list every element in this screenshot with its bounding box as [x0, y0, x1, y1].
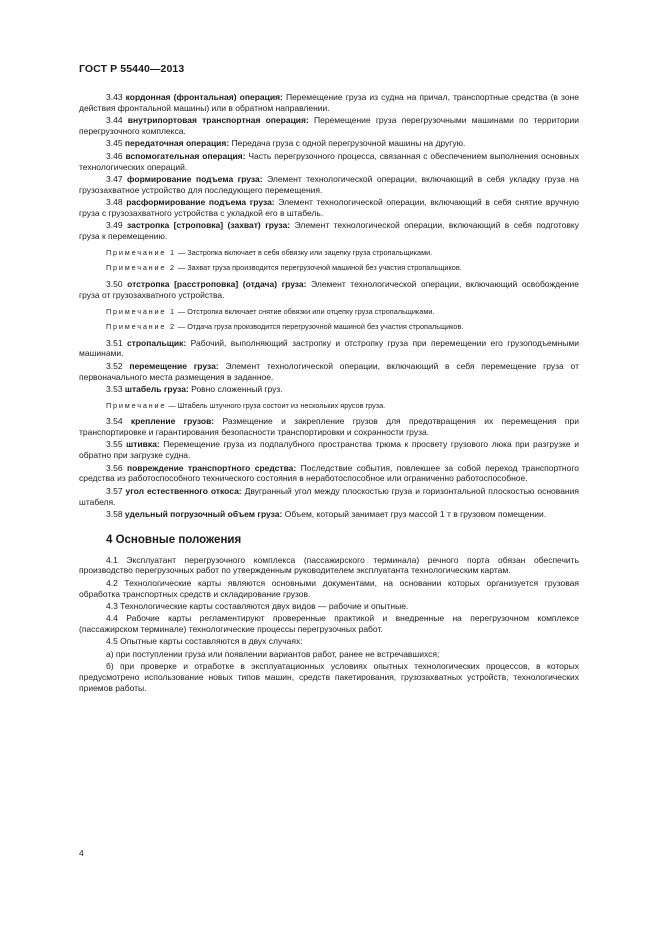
- paragraph-4-3: 4.3 Технологические карты составляются двух видов — рабочие и опытные.: [106, 600, 409, 611]
- term-name: штивка:: [126, 439, 160, 450]
- term-definition: Рабочий, выполняющий застропку и отстропку груза при перемещении его грузоподъемными машинами.: [79, 337, 579, 359]
- term-number: 3.43: [106, 92, 123, 102]
- term-3-55: [79, 439, 579, 461]
- term-3-57: [79, 486, 579, 508]
- standard-header: ГОСТ Р 55440—2013: [79, 63, 185, 75]
- section-4-title: 4 Основные положения: [106, 533, 242, 546]
- term-definition: Элемент технологической операции, включающий в себя укладку груза на грузозахватное устройство для последующего перемещения.: [79, 173, 580, 195]
- term-3-48: [79, 197, 579, 219]
- term-number: 3.44: [106, 115, 123, 126]
- term-name: угол естественного откоса:: [125, 485, 242, 496]
- term-number: 3.49: [106, 220, 123, 231]
- term-name: внутрипортовая транспортная операция:: [127, 115, 309, 126]
- term-name: формирование подъема груза:: [127, 173, 263, 184]
- term-number: 3.54: [106, 416, 123, 427]
- note-3-49-1: [79, 248, 579, 258]
- term-3-52: [79, 361, 579, 383]
- term-definition: Перемещение груза из судна на причал, транспортные средства (в зоне действия фронтальной машины) или в обратном направлении.: [79, 92, 579, 113]
- term-name: перемещение груза:: [129, 360, 219, 371]
- note-3-53: [79, 401, 579, 411]
- term-name: повреждение транспортного средства:: [126, 462, 297, 473]
- term-number: 3.57: [106, 485, 123, 496]
- paragraph-4-4: 4.4 Рабочие карты регламентируют проверенные практикой и внедренные на перегрузочном комплексе (пассажирском терминале) технологические процессы перегрузочных работ.: [79, 613, 579, 635]
- term-definition: Объем, который занимает груз массой 1 т в грузовом помещении.: [282, 508, 547, 519]
- term-definition: Элемент технологической операции, включающий освобождение груза от грузозахватного устройства.: [79, 278, 579, 300]
- term-number: 3.52: [106, 360, 123, 371]
- note-label: Примечание 1: [106, 247, 176, 257]
- term-definition: Часть перегрузочного процесса, связанная с обеспечением выполнения основных технологических операций.: [79, 150, 579, 172]
- term-definition: Последствие события, повлекшее за собой переход транспортного средства из работоспособного технического состояния в неработоспособное или ограниченно работоспособное.: [79, 462, 579, 484]
- term-name: застропка [строповка] (захват) груза:: [126, 220, 291, 231]
- term-number: 3.55: [106, 439, 123, 450]
- term-3-54: [79, 416, 579, 438]
- term-definition: Ровно сложенный груз.: [188, 383, 283, 394]
- paragraph-4-2: 4.2 Технологические карты являются основными документами, на основании которых организуется грузовая обработка транспортных средств и складирование грузов.: [79, 577, 579, 599]
- note-3-49-2: [79, 263, 579, 273]
- term-number: 3.58: [106, 508, 123, 519]
- term-name: вспомогательная операция:: [125, 150, 246, 161]
- term-3-53: [79, 384, 579, 395]
- note-text: — Штабель штучного груза состоит из нескольких ярусов груза.: [166, 400, 386, 410]
- term-3-51: [79, 338, 579, 360]
- term-definition: Размещение и закрепление грузов для предотвращения их перемещения при транспортировке и гарантирования безопасности транспортировки и сохранности груза.: [79, 416, 579, 437]
- term-3-46: [79, 151, 579, 173]
- term-number: 3.46: [106, 150, 123, 161]
- term-number: 3.48: [106, 197, 123, 208]
- term-number: 3.56: [106, 462, 123, 473]
- term-definition: Элемент технологической операции, включающий в себя перемещение груза от первоначального места размещения в заданное.: [79, 360, 579, 382]
- term-3-45: [79, 138, 579, 149]
- term-3-44: [79, 115, 579, 137]
- term-3-49: [79, 220, 579, 242]
- term-3-47: [79, 174, 579, 196]
- note-3-50-1: [79, 307, 579, 317]
- term-definition: Перемещение груза из подпалубного пространства трюма к просвету грузового люка при разгрузке и обратно при загрузке судна.: [79, 439, 579, 461]
- paragraph-4-5-b: б) при проверке и отработке в эксплуатационных условиях опытных технологических процессов, в которых предусмотрено использование новых типов машин, средств пакетирования, грузозахватных устройств, технологических приемов работы.: [79, 661, 579, 693]
- term-name: штабель груза:: [124, 383, 189, 394]
- note-label: Примечание: [106, 400, 167, 410]
- term-name: отстропка [расстроповка] (отдача) груза:: [127, 278, 307, 289]
- page-number: 4: [79, 848, 84, 858]
- term-name: крепление грузов:: [130, 416, 215, 427]
- term-3-58: [79, 509, 579, 520]
- term-name: стропальщик:: [126, 337, 187, 348]
- paragraph-4-5-a: а) при поступлении груза или появлении вариантов работ, ранее не встречавшихся;: [106, 648, 440, 659]
- term-name: удельный погрузочный объем груза:: [124, 508, 283, 519]
- note-label: Примечание 2: [106, 322, 176, 332]
- term-name: кордонная (фронтальная) операция:: [125, 92, 283, 102]
- term-definition: Двугранный угол между плоскостью груза и горизонтальной плоскостью основания штабеля.: [79, 485, 579, 507]
- note-text: — Захват груза производится перегрузочной машиной без участия стропальщиков.: [175, 263, 462, 273]
- term-3-43: [79, 92, 579, 114]
- term-name: передаточная операция:: [124, 138, 230, 149]
- note-text: — Отстропка включает снятие обвязки или отцепку груза стропальщиками.: [175, 306, 435, 316]
- term-definition: Элемент технологической операции, включающий в себя подготовку груза к перемещению.: [79, 220, 579, 242]
- note-label: Примечание 1: [106, 306, 176, 316]
- term-3-56: [79, 463, 579, 485]
- term-3-50: [79, 279, 579, 301]
- document-body: [79, 92, 579, 695]
- paragraph-4-1: 4.1 Эксплуатант перегрузочного комплекса (пассажирского терминала) речного порта обязан обеспечить производство перегрузочных работ по утвержденным руководителем эксплуатанта технологическим картам.: [79, 554, 579, 576]
- note-text: — Застропка включает в себя обвязку или зацепку груза стропальщиками.: [175, 247, 433, 257]
- term-number: 3.51: [106, 337, 123, 348]
- term-definition: Элемент технологической операции, включающий в себя снятие вручную груза с грузозахватного устройства с укладкой его в штабель.: [79, 197, 579, 218]
- term-number: 3.45: [106, 138, 123, 149]
- term-number: 3.50: [106, 278, 123, 289]
- term-number: 3.47: [106, 173, 123, 184]
- note-3-50-2: [79, 322, 579, 332]
- term-number: 3.53: [106, 383, 123, 394]
- term-definition: Передача груза с одной перегрузочной машины на другую.: [229, 138, 466, 149]
- note-text: — Отдача груза производится перегрузочной машиной без участия стропальщиков.: [175, 322, 464, 332]
- paragraph-4-5: 4.5 Опытные карты составляются в двух случаях:: [106, 636, 303, 647]
- term-name: расформирование подъема груза:: [126, 197, 275, 208]
- note-label: Примечание 2: [106, 263, 176, 273]
- term-definition: Перемещение груза перегрузочными машинами по территории перегрузочного комплекса.: [79, 115, 579, 136]
